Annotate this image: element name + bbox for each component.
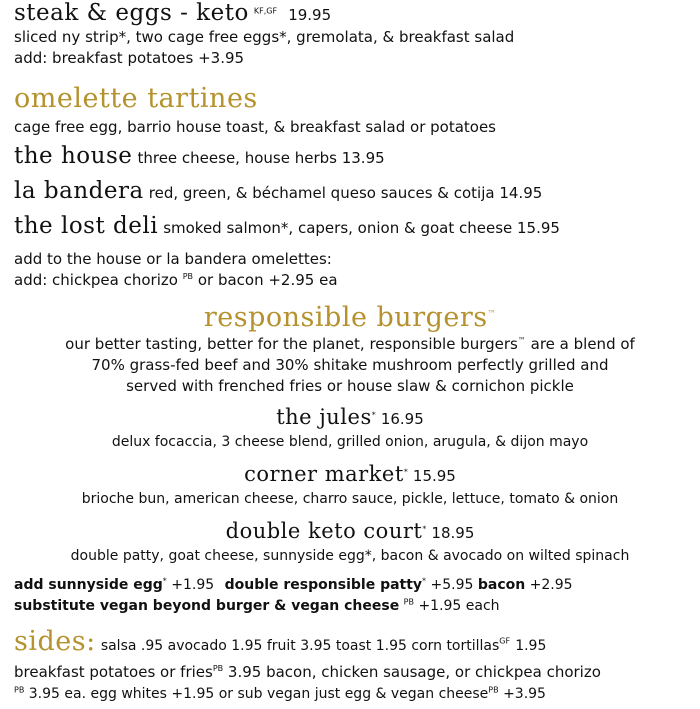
omelette-add-line [14, 271, 690, 289]
burger-item-title [0, 405, 700, 429]
sides-heading: sides: [14, 626, 96, 657]
sides-line1-a: salsa .95 avocado 1.95 fruit 3.95 toast 1.95 corn tortillas [100, 638, 500, 654]
burger-item-star: * [371, 410, 376, 420]
steak-tags: KF,GF [253, 6, 278, 16]
omelette-add-note: add to the house or la bandera omelettes: [14, 250, 332, 268]
sides-line1-b: 1.95 [515, 638, 547, 654]
burger-item-name: the jules [276, 405, 372, 429]
sides-line3-sup2: PB [488, 685, 499, 695]
omelette-item-desc: three cheese, house herbs 13.95 [137, 149, 385, 167]
burgers-add-line1: add sunnyside egg* +1.95 double responsible patty* +5.95 bacon +2.95 [14, 576, 573, 593]
omelette-item [14, 213, 690, 239]
omelette-item-desc: smoked salmon*, capers, onion & goat cheese 15.95 [163, 219, 560, 237]
omelette-add-b: or bacon +2.95 ea [197, 271, 338, 289]
burger-item-star: * [403, 467, 408, 477]
sides-line2-a: breakfast potatoes or fries [14, 663, 213, 681]
burgers-heading: responsible burgers [203, 302, 488, 333]
burger-item-title [0, 519, 700, 543]
steak-title: steak & eggs - keto [14, 0, 249, 26]
burgers-desc-tm: ™ [517, 336, 526, 345]
add-vegan-sup: PB [403, 597, 414, 607]
omelette-item-desc: red, green, & béchamel queso sauces & cotija 14.95 [148, 184, 543, 202]
burgers-desc-a: our better tasting, better for the planet, responsible burgers [65, 335, 518, 353]
omelette-heading: omelette tartines [14, 83, 258, 114]
omelette-item-name: the lost deli [14, 213, 159, 239]
steak-add: add: breakfast potatoes +3.95 [14, 49, 245, 67]
add-egg-label: add sunnyside egg [14, 577, 163, 593]
sides-line2-sup: PB [212, 664, 224, 673]
add-patty-price: +5.95 [430, 577, 474, 593]
burgers-desc-line2: 70% grass-fed beef and 30% shitake mushroom perfectly grilled and [91, 356, 609, 374]
burgers-add-line2 [14, 598, 690, 614]
sides-line3-a: 3.95 ea. egg whites +1.95 or sub vegan just egg & vegan cheese [28, 686, 489, 702]
steak-title-row [14, 0, 690, 26]
burger-item-price: 15.95 [412, 467, 456, 485]
burger-item-desc: delux focaccia, 3 cheese blend, grilled onion, arugula, & dijon mayo [111, 434, 589, 450]
burgers-desc-line3: served with frenched fries or house slaw & cornichon pickle [126, 377, 574, 395]
add-egg-price: +1.95 [171, 577, 215, 593]
omelette-item [14, 143, 690, 169]
sides-line3-sup1: PB [14, 685, 25, 695]
burger-item-title [0, 462, 700, 486]
sides-line1 [14, 626, 690, 657]
burger-item-desc: brioche bun, american cheese, charro sauce, pickle, lettuce, tomato & onion [81, 491, 619, 507]
steak-price: 19.95 [288, 6, 332, 24]
burgers-heading-row [0, 302, 700, 333]
add-vegan-price: +1.95 each [418, 598, 500, 614]
burgers-tm: ™ [487, 309, 497, 318]
steak-desc: sliced ny strip*, two cage free eggs*, gremolata, & breakfast salad [14, 28, 515, 46]
sides-line2-b: 3.95 bacon, chicken sausage, or chickpea chorizo [227, 663, 601, 681]
add-bacon-price: +2.95 [529, 577, 573, 593]
sides-line2 [14, 663, 690, 681]
burger-item-price: 18.95 [431, 524, 475, 542]
add-patty-label: double responsible patty [224, 577, 423, 593]
omelette-add-a: add: chickpea chorizo [14, 271, 178, 289]
burger-item-star: * [422, 524, 427, 534]
burger-item-desc: double patty, goat cheese, sunnyside egg*, bacon & avocado on wilted spinach [70, 548, 630, 564]
burgers-desc-line1 [0, 335, 700, 353]
sides-line3-b: +3.95 [503, 686, 546, 702]
omelette-item-name: the house [14, 143, 133, 169]
omelette-desc: cage free egg, barrio house toast, & breakfast salad or potatoes [14, 118, 496, 136]
burger-item-price: 16.95 [380, 410, 424, 428]
add-bacon-label: bacon [477, 577, 526, 593]
burger-item-name: corner market [244, 462, 404, 486]
omelette-item [14, 178, 690, 204]
omelette-item-name: la bandera [14, 178, 144, 204]
burger-item-name: double keto court [225, 519, 423, 543]
sides-line1-sup: GF [499, 636, 511, 646]
add-vegan-label: substitute vegan beyond burger & vegan cheese [14, 598, 400, 614]
burgers-desc-b: are a blend of [530, 335, 635, 353]
omelette-add-sup: PB [182, 272, 194, 281]
sides-line3 [14, 686, 690, 702]
